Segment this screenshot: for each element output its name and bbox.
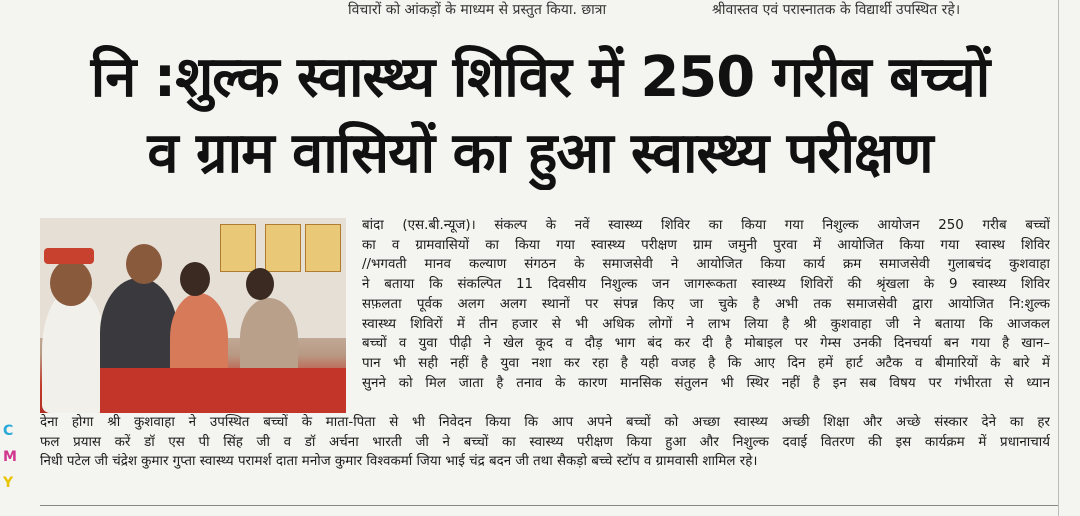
article-line: देना होगा श्री कुशवाहा ने उपस्थित बच्चों के माता-पिता से भी निवेदन किया कि आप अपने बच्चों को अच्छा स्वास्थ्य अच्छी शिक्षा और अच्छे संस्कार देने का हर [40,415,1050,430]
bottom-divider [40,505,1058,506]
photo-head [246,268,274,300]
photo-poster [220,224,256,272]
article-line: बांदा (एस.बी.न्यूज)। संकल्प के नवें स्वास्थ्य शिविर का किया गया निशुल्क आयोजन 250 गरीब बच्चों [362,218,1050,233]
news-photo [40,218,346,413]
photo-poster [265,224,301,272]
photo-head [180,262,210,296]
previous-article-snippet-right: श्रीवास्तव एवं परास्नातक के विद्यार्थी उपस्थित रहे। [712,2,961,18]
article-line: का व ग्रामवासियों का किया गया स्वास्थ्य परीक्षण ग्राम जमुनी पुरवा में आयोजित किया गया स्वास्थ शिविर [362,237,1050,253]
article-line: //भगवती मानव कल्याण संगठन के समाजसेवी ने आयोजित किया कार्य क्रम समाजसेवी गुलाबचंद कुशवाहा [362,257,1050,273]
photo-person [240,298,298,378]
article-line: बच्चों व युवा पीढ़ी ने खेल कूद व दौड़ भाग बंद कर दी है मोबाइल पर गेम्स उनकी दिनचर्या बन गया है खान– [362,336,1050,352]
article-line: सफ़लता पूर्वक अलग अलग स्थानों पर संपन्न किए जा चुके है अभी तक समाजसेवी द्वारा आयोजित नि:शुल्क [362,296,1050,312]
article-line: ने बताया कि संकल्पित 11 दिवसीय निशुल्क जन जागरूकता स्वास्थ्य शिविरों की श्रृंखला के 9 स्वास्थ्य शिविर [362,277,1050,293]
article-line: स्वास्थ्य शिविरों में तीन हजार से भी अधिक लोगों ने लाभ लिया है श्री कुशवाहा जी ने बताया कि आजकल [362,316,1050,332]
article-line: फल प्रयास करें डॉ एस पी सिंह जी व डॉ अर्चना भारती जी ने बच्चों का स्वास्थ्य परीक्षण किया हुआ और निशुल्क दवाई वितरण की इस कार्यक्रम में प्रधानाचार्य [40,434,1050,450]
registration-mark-magenta: M [3,449,17,465]
article-line: सुनने को मिल जाता है तनाव के कारण मानसिक संतुलन भी स्थिर नहीं है इन सब विषय पर गंभीरता से ध्यान [362,375,1050,391]
article-body-full-width [40,413,1050,472]
article-line: निधी पटेल जी चंद्रेश कुमार गुप्ता स्वास्थ्य परामर्श दाता मनोज कुमार विश्वकर्मा जिया भाई चंद्र बदन जी तथा सैकड़ो बच्चे स्टॉप व ग्रामवासी शामिल रहे। [40,454,758,470]
photo-head [126,244,162,284]
photo-poster [305,224,341,272]
registration-mark-cyan: C [3,423,14,439]
headline-line-2: व ग्राम वासियों का हुआ स्वास्थ्य परीक्षण [147,121,933,186]
previous-article-snippet-left: विचारों को आंकड़ों के माध्यम से प्रस्तुत किया. छात्रा [348,2,607,18]
photo-table [100,368,346,413]
headline-line-1: नि :शुल्क स्वास्थ्य शिविर में 250 गरीब बच्चों [90,45,990,110]
article-body-column [362,216,1050,393]
photo-person [42,288,106,413]
photo-cap [44,248,94,264]
photo-head [50,260,92,306]
article-line: पान भी सही नहीं है युवा नशा कर रहा है यही वजह है कि आए दिन हमें हार्ट अटैक व बीमारियों के बारे में [362,355,1050,371]
registration-mark-yellow: Y [3,475,14,491]
